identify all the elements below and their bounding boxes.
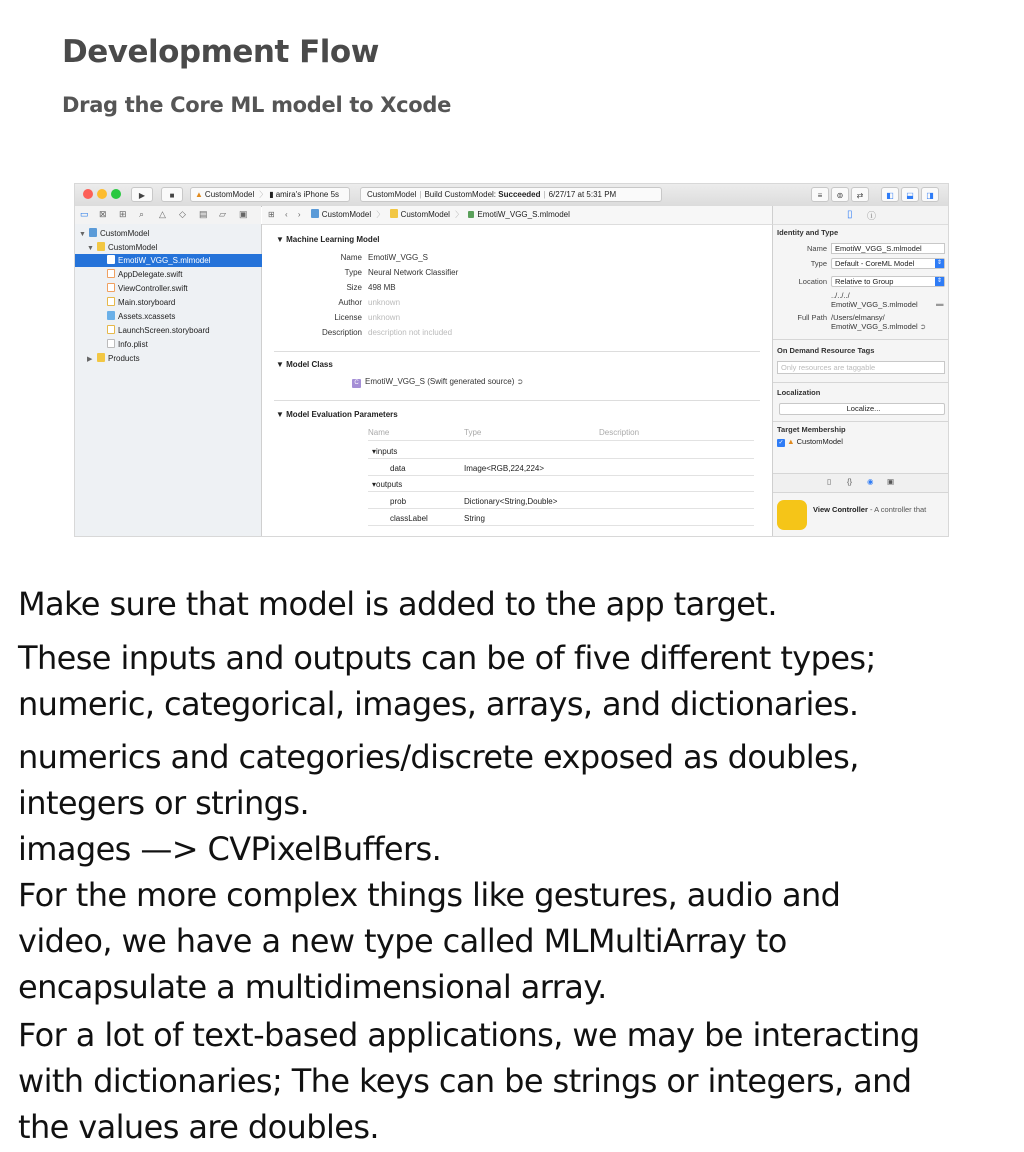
swift-file-icon bbox=[107, 283, 115, 292]
divider bbox=[274, 351, 760, 352]
column-header-name: Name bbox=[368, 428, 390, 437]
status-build-result: Succeeded bbox=[498, 190, 541, 199]
column-header-type: Type bbox=[464, 428, 482, 437]
inspector-type-select[interactable]: Default - CoreML Model ⇕ bbox=[831, 258, 945, 269]
field-value-license[interactable]: unknown bbox=[368, 313, 401, 322]
folder-icon[interactable]: ▬ bbox=[936, 299, 944, 308]
inspector-name-label: Name bbox=[806, 244, 827, 253]
field-key-description: Description bbox=[321, 328, 362, 337]
field-key-size: Size bbox=[346, 283, 362, 292]
divider bbox=[773, 421, 948, 422]
view-controller-object-icon bbox=[777, 500, 807, 530]
odr-tags-field[interactable]: Only resources are taggable bbox=[777, 361, 945, 374]
back-arrow-icon[interactable]: ‹ bbox=[284, 210, 288, 219]
breakpoint-navigator-icon[interactable]: ▱ bbox=[219, 209, 226, 219]
inspector-header-identity: Identity and Type bbox=[777, 228, 839, 237]
select-arrows-icon: ⇕ bbox=[936, 260, 943, 266]
assistant-editor-button[interactable] bbox=[831, 187, 849, 202]
swift-file-icon bbox=[107, 269, 115, 278]
file-inspector-icon[interactable]: ▯ bbox=[847, 209, 853, 220]
folder-icon bbox=[97, 242, 105, 251]
output-type: String bbox=[464, 514, 485, 523]
jump-crumb-group[interactable]: CustomModel bbox=[390, 210, 450, 219]
disclosure-open-icon: ▼ bbox=[276, 235, 287, 244]
checkbox-checked-icon[interactable]: ✓ bbox=[778, 440, 784, 446]
body-line: images —> CVPixelBuffers. bbox=[18, 830, 442, 868]
reveal-arrow-icon[interactable]: ➲ bbox=[919, 322, 927, 331]
scheme-target-label: CustomModel bbox=[204, 190, 255, 199]
field-key-license: License bbox=[334, 313, 362, 322]
field-value-type: Neural Network Classifier bbox=[368, 268, 459, 277]
status-build-prefix: Build CustomModel: bbox=[424, 190, 497, 199]
xcode-toolbar bbox=[75, 184, 948, 207]
related-items-icon[interactable]: ⊞ bbox=[268, 210, 275, 219]
help-icon[interactable]: ⓘ bbox=[867, 211, 877, 221]
localize-button[interactable]: Localize... bbox=[779, 403, 945, 415]
row-divider bbox=[368, 491, 754, 492]
field-value-author[interactable]: unknown bbox=[368, 298, 401, 307]
assets-folder-icon bbox=[107, 311, 115, 320]
mlmodel-file-icon bbox=[107, 255, 115, 264]
mlmodel-file-icon bbox=[468, 211, 474, 218]
minimize-window-button[interactable] bbox=[97, 189, 107, 199]
divider bbox=[773, 492, 948, 493]
arrows-icon: ⇄ bbox=[856, 191, 864, 200]
row-divider bbox=[368, 525, 754, 526]
inspector-name-field[interactable]: EmotiW_VGG_S.mlmodel bbox=[831, 243, 945, 254]
project-icon bbox=[89, 228, 97, 237]
divider bbox=[773, 382, 948, 383]
disclosure-open-icon: ▼ bbox=[276, 360, 287, 369]
body-line: encapsulate a multidimensional array. bbox=[18, 968, 607, 1006]
report-navigator-icon[interactable]: ▣ bbox=[239, 209, 248, 219]
stop-button[interactable] bbox=[161, 187, 183, 202]
inspector-selector-bar bbox=[772, 206, 948, 225]
forward-arrow-icon[interactable]: › bbox=[297, 210, 301, 219]
column-header-description: Description bbox=[599, 428, 640, 437]
inspector-header-odr: On Demand Resource Tags bbox=[777, 346, 875, 355]
play-icon: ▶ bbox=[138, 191, 146, 200]
nav-item-viewcontroller[interactable]: ViewController.swift bbox=[75, 282, 293, 295]
status-time: 6/27/17 at 5:31 PM bbox=[548, 190, 617, 199]
object-library-icon[interactable]: ◉ bbox=[867, 477, 874, 486]
source-control-navigator-icon[interactable]: ⊠ bbox=[99, 209, 107, 219]
disclosure-open-icon: ▼ bbox=[79, 231, 86, 238]
debug-navigator-icon[interactable]: ▤ bbox=[199, 209, 208, 219]
body-line: with dictionaries; The keys can be strings or integers, and bbox=[18, 1062, 912, 1100]
scheme-selector[interactable]: ▲ CustomModel 〉 ▮ amira's iPhone 5s bbox=[190, 187, 350, 202]
xcode-window bbox=[75, 184, 948, 536]
divider bbox=[274, 400, 760, 401]
nav-item-infoplist[interactable]: Info.plist bbox=[75, 338, 293, 351]
nav-item-products[interactable]: ▶ Products bbox=[75, 352, 273, 365]
navigate-arrow-icon[interactable]: ➲ bbox=[516, 377, 524, 386]
model-class-link[interactable]: C EmotiW_VGG_S (Swift generated source) ➲ bbox=[352, 377, 523, 388]
toggle-debug-button[interactable] bbox=[901, 187, 919, 202]
body-line: For the more complex things like gestures, audio and bbox=[18, 876, 841, 914]
plist-file-icon bbox=[107, 339, 115, 348]
issue-navigator-icon[interactable]: △ bbox=[159, 209, 166, 219]
toggle-navigator-button[interactable] bbox=[881, 187, 899, 202]
inputs-group[interactable]: ▾inputs bbox=[372, 447, 398, 456]
outputs-group[interactable]: ▾outputs bbox=[372, 480, 403, 489]
navigator-selector-bar bbox=[75, 206, 261, 225]
find-navigator-icon[interactable]: ⌕ bbox=[139, 209, 145, 219]
slide-title: Development Flow bbox=[62, 34, 379, 70]
mlmodel-editor bbox=[262, 225, 772, 536]
jump-bar: ⊞ ‹ › CustomModel 〉 CustomModel 〉 EmotiW_VGG_S.mlmodel bbox=[262, 206, 772, 225]
right-panel-icon: ◨ bbox=[926, 191, 934, 200]
library-item-view-controller[interactable]: View Controller - A controller that bbox=[813, 505, 927, 514]
output-name: classLabel bbox=[390, 514, 428, 523]
section-header-eval-params[interactable]: ▼ Model Evaluation Parameters bbox=[276, 410, 398, 419]
inspector-header-target: Target Membership bbox=[777, 425, 846, 434]
nav-item-appdelegate[interactable]: AppDelegate.swift bbox=[75, 268, 293, 281]
lines-icon: ≡ bbox=[817, 191, 823, 200]
select-arrows-icon: ⇕ bbox=[936, 278, 943, 284]
disclosure-closed-icon: ▶ bbox=[87, 356, 93, 363]
body-line: video, we have a new type called MLMultiArray to bbox=[18, 922, 787, 960]
field-value-name: EmotiW_VGG_S bbox=[368, 253, 429, 262]
divider bbox=[773, 339, 948, 340]
input-type: Image<RGB,224,224> bbox=[464, 464, 545, 473]
body-line: numeric, categorical, images, arrays, and dictionaries. bbox=[18, 685, 859, 723]
row-divider bbox=[368, 475, 754, 476]
rings-icon: ⊚ bbox=[836, 191, 844, 200]
project-navigator bbox=[75, 224, 262, 536]
field-key-author: Author bbox=[338, 298, 362, 307]
disclosure-open-icon: ▼ bbox=[87, 245, 94, 252]
file-template-icon[interactable]: ▯ bbox=[827, 477, 832, 486]
project-icon bbox=[311, 209, 319, 218]
nav-item-assets[interactable]: Assets.xcassets bbox=[75, 310, 293, 323]
media-library-icon[interactable]: ▣ bbox=[887, 477, 895, 486]
body-line: the values are doubles. bbox=[18, 1108, 379, 1146]
inspector-type-label: Type bbox=[810, 259, 827, 268]
library-selector-bar bbox=[773, 474, 948, 492]
section-header-model-class[interactable]: ▼ Model Class bbox=[276, 360, 333, 369]
left-panel-icon: ◧ bbox=[886, 191, 894, 200]
nav-item-main-storyboard[interactable]: Main.storyboard bbox=[75, 296, 293, 309]
status-project: CustomModel bbox=[367, 190, 417, 199]
field-value-description[interactable]: description not included bbox=[368, 328, 453, 337]
inspector-header-localization: Localization bbox=[777, 388, 821, 397]
file-inspector bbox=[772, 225, 948, 536]
target-membership-row[interactable]: ✓ ▲ CustomModel bbox=[778, 437, 843, 446]
jump-crumb-project[interactable]: CustomModel bbox=[311, 210, 371, 219]
row-divider bbox=[368, 440, 754, 441]
folder-icon bbox=[97, 353, 105, 362]
stop-icon: ■ bbox=[169, 191, 175, 200]
close-window-button[interactable] bbox=[83, 189, 93, 199]
inspector-fullpath-file: EmotiW_VGG_S.mlmodel ➲ bbox=[831, 322, 927, 331]
output-type: Dictionary<String,Double> bbox=[464, 497, 558, 506]
zoom-window-button[interactable] bbox=[111, 189, 121, 199]
disclosure-open-icon: ▾ bbox=[372, 447, 377, 456]
inspector-location-file: EmotiW_VGG_S.mlmodel bbox=[831, 300, 918, 309]
storyboard-file-icon bbox=[107, 297, 115, 306]
nav-item-project[interactable]: ▼ CustomModel bbox=[75, 227, 265, 240]
row-divider bbox=[368, 458, 754, 459]
body-line: numerics and categories/discrete exposed as doubles, bbox=[18, 738, 859, 776]
device-icon: ▮ bbox=[269, 190, 274, 199]
scheme-device-label: amira's iPhone 5s bbox=[275, 190, 340, 199]
version-editor-button[interactable] bbox=[851, 187, 869, 202]
row-divider bbox=[368, 508, 754, 509]
class-icon: C bbox=[352, 379, 361, 388]
test-navigator-icon[interactable]: ◇ bbox=[179, 209, 186, 219]
folder-icon bbox=[390, 209, 398, 218]
project-navigator-icon[interactable]: ▭ bbox=[80, 209, 89, 219]
disclosure-open-icon: ▼ bbox=[276, 410, 287, 419]
slide-subtitle: Drag the Core ML model to Xcode bbox=[62, 93, 452, 117]
nav-item-group[interactable]: ▼ CustomModel bbox=[75, 241, 273, 254]
input-name: data bbox=[390, 464, 406, 473]
output-name: prob bbox=[390, 497, 407, 506]
app-target-icon: ▲ bbox=[787, 437, 795, 446]
body-line: For a lot of text-based applications, we may be interacting bbox=[18, 1016, 920, 1054]
field-key-name: Name bbox=[340, 253, 362, 262]
inspector-location-path: ../../../ bbox=[831, 291, 850, 300]
run-button[interactable] bbox=[131, 187, 153, 202]
nav-item-launchscreen[interactable]: LaunchScreen.storyboard bbox=[75, 324, 293, 337]
bottom-panel-icon: ⬓ bbox=[906, 191, 914, 200]
field-key-type: Type bbox=[344, 268, 362, 277]
section-header-ml-model[interactable]: ▼ Machine Learning Model bbox=[276, 235, 380, 244]
storyboard-file-icon bbox=[107, 325, 115, 334]
inspector-location-label: Location bbox=[798, 277, 827, 286]
jump-crumb-file[interactable]: EmotiW_VGG_S.mlmodel bbox=[468, 210, 569, 219]
disclosure-open-icon: ▾ bbox=[372, 480, 377, 489]
inspector-fullpath-dir: /Users/elmansy/ bbox=[831, 313, 885, 322]
field-value-size: 498 MB bbox=[368, 283, 396, 292]
symbol-navigator-icon[interactable]: ⊞ bbox=[119, 209, 127, 219]
inspector-fullpath-label: Full Path bbox=[797, 313, 827, 322]
standard-editor-button[interactable] bbox=[811, 187, 829, 202]
code-snippet-icon[interactable]: {} bbox=[847, 477, 853, 486]
toggle-inspector-button[interactable] bbox=[921, 187, 939, 202]
inspector-location-select[interactable]: Relative to Group ⇕ bbox=[831, 276, 945, 287]
activity-status: CustomModel | Build CustomModel: Succeeded | 6/27/17 at 5:31 PM bbox=[360, 187, 662, 202]
app-target-icon: ▲ bbox=[195, 190, 203, 199]
body-line: integers or strings. bbox=[18, 784, 310, 822]
body-line: Make sure that model is added to the app target. bbox=[18, 585, 777, 623]
nav-item-mlmodel[interactable]: EmotiW_VGG_S.mlmodel bbox=[75, 254, 293, 267]
body-line: These inputs and outputs can be of five different types; bbox=[18, 639, 876, 677]
